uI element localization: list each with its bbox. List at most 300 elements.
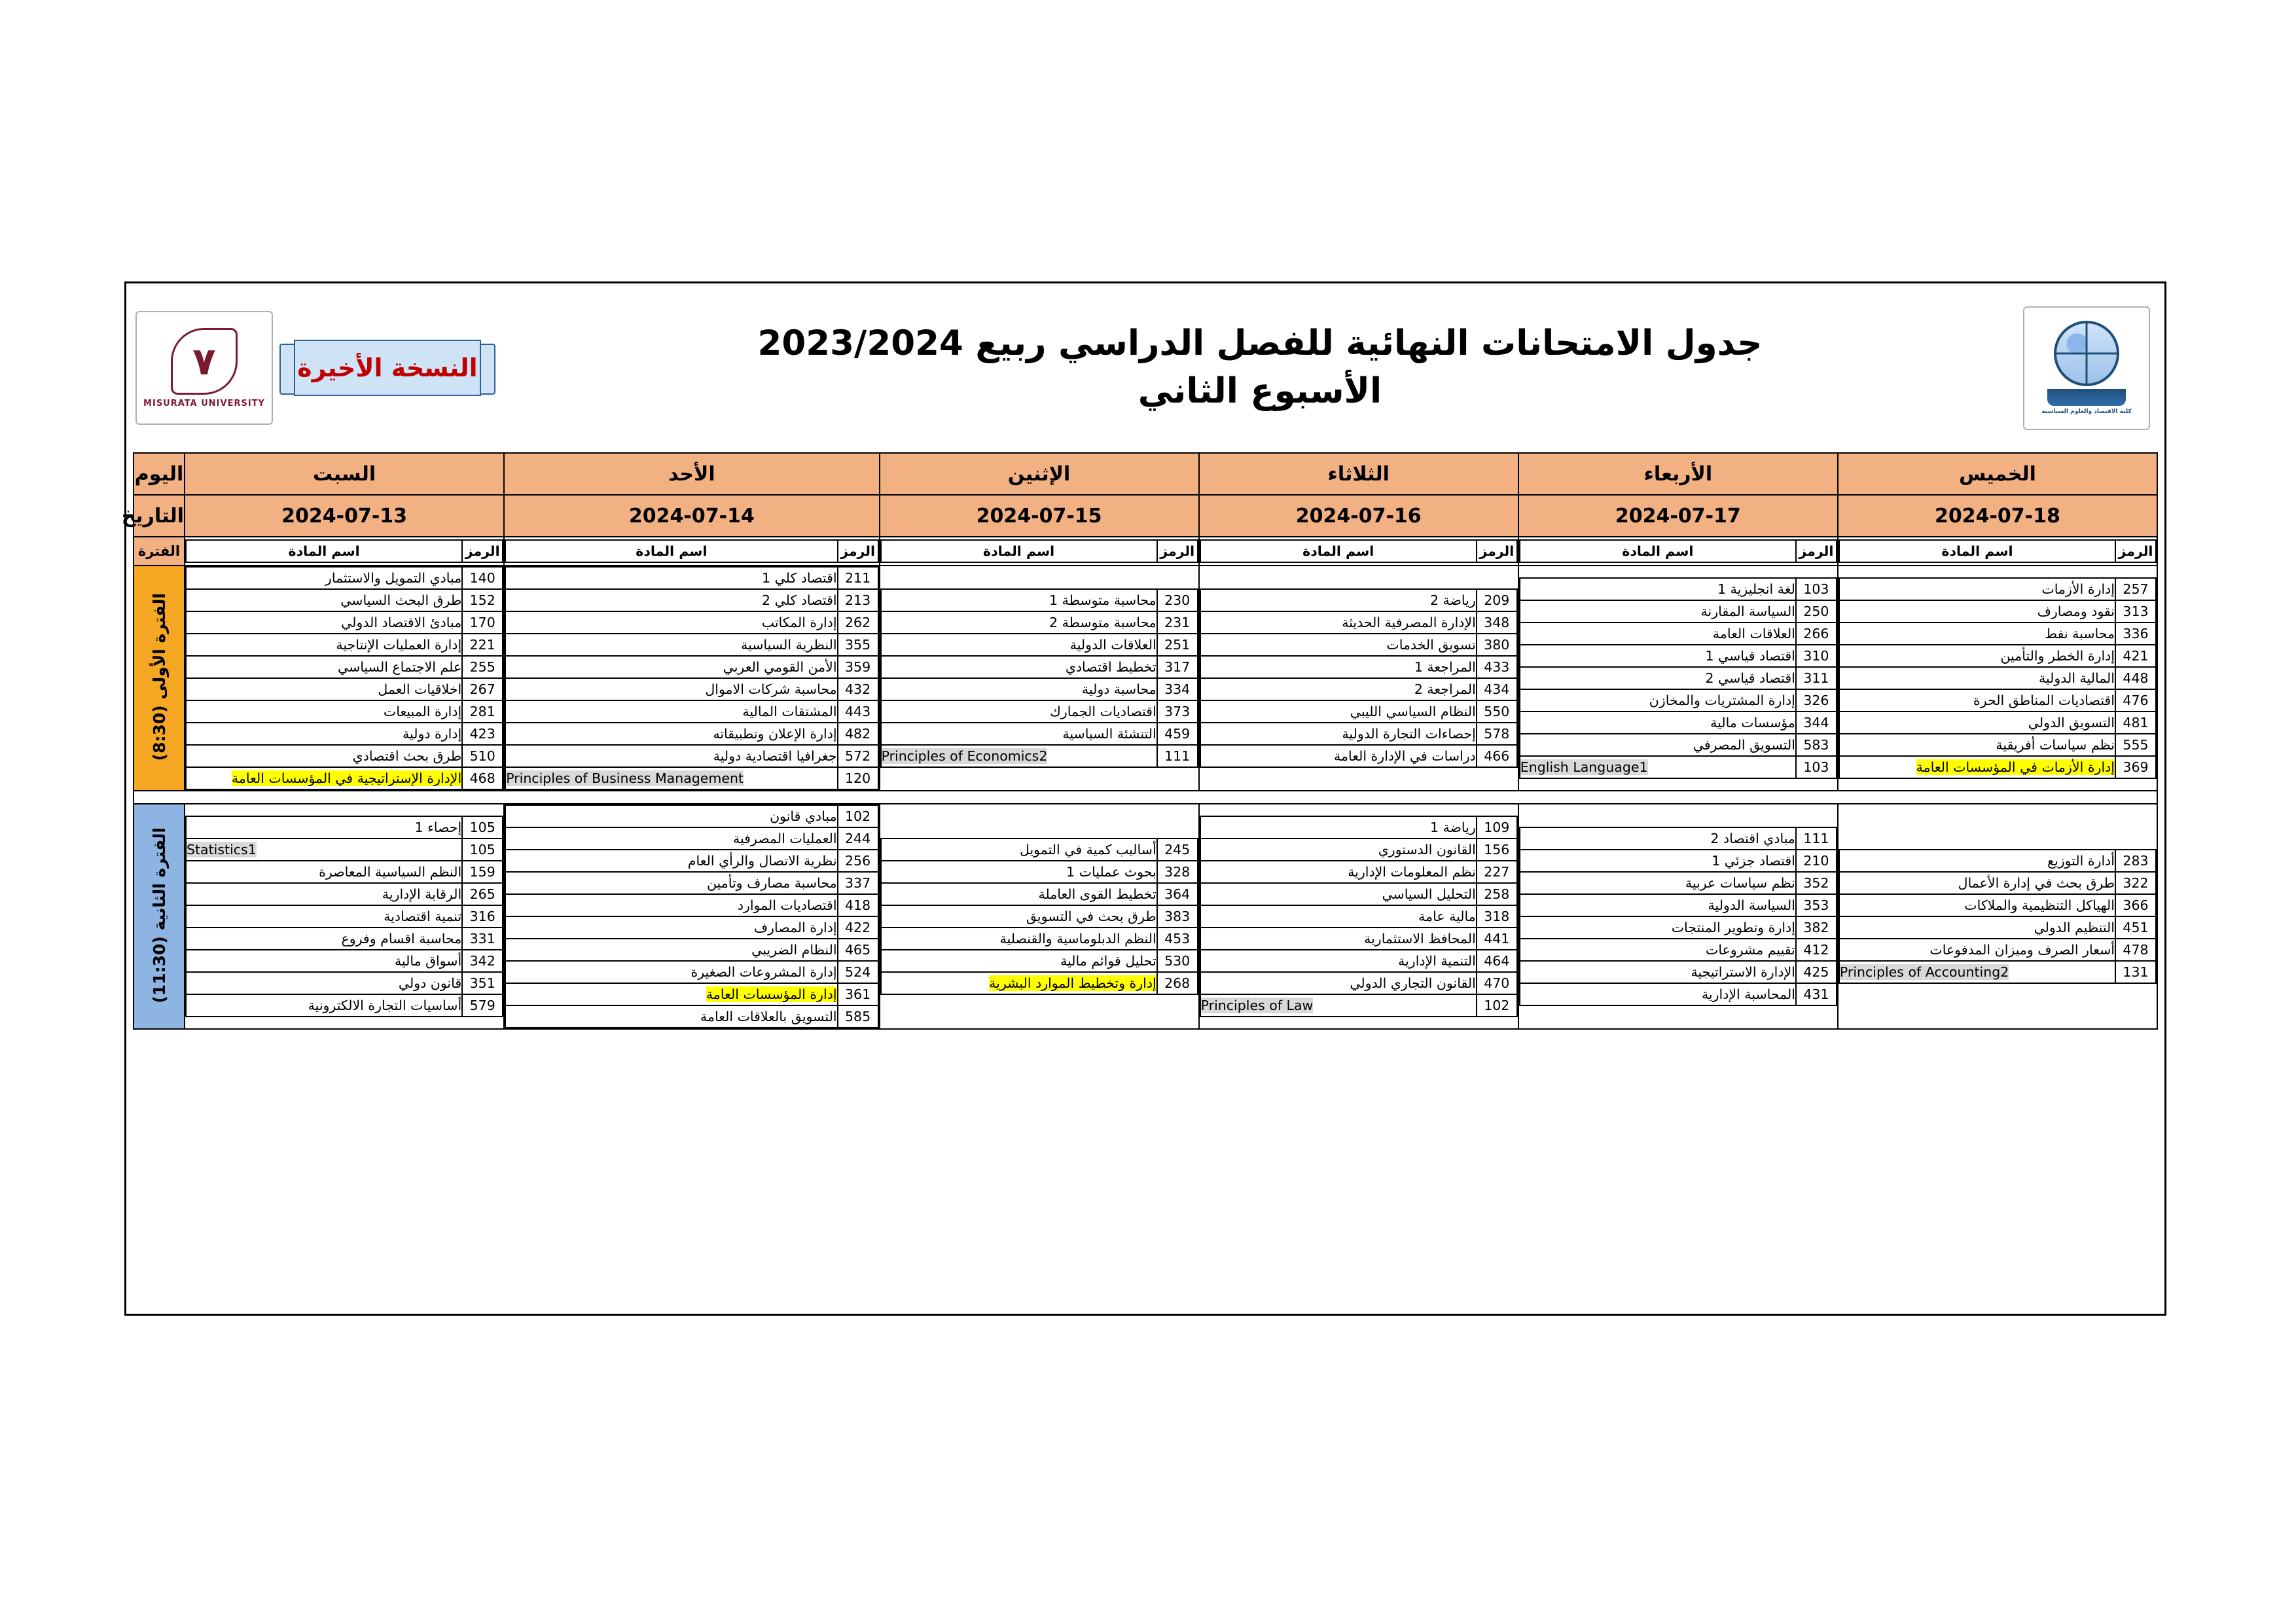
cell-period2-sunday: [504, 804, 879, 1029]
course-code: 470: [1477, 972, 1517, 994]
course-row: [881, 656, 1198, 678]
course-code: 448: [2115, 667, 2156, 689]
course-code: 159: [462, 861, 503, 883]
course-code: 170: [462, 611, 503, 634]
course-name: إدارة المصارف: [505, 916, 837, 939]
table-row-subheaders: [134, 537, 2157, 566]
code-header: الرمز: [2115, 540, 2156, 562]
course-code: 105: [462, 839, 503, 861]
course-list: [1839, 577, 2157, 779]
subheader-tuesday: [1199, 537, 1518, 566]
course-name: إدارة الأزمات في المؤسسات العامة: [1839, 756, 2115, 778]
course-name: محاسبة متوسطة 1: [881, 589, 1157, 611]
course-row: [1839, 756, 2156, 778]
course-name: نظرية الاتصال والرأي العام: [505, 850, 837, 872]
course-name: دراسات في الإدارة العامة: [1200, 745, 1477, 767]
course-code: 103: [1796, 578, 1837, 600]
course-row: [881, 839, 1198, 861]
course-row: [186, 611, 503, 634]
course-name: التسويق الدولي: [1839, 712, 2115, 734]
course-name: علم الاجتماع السياسي: [186, 656, 462, 678]
course-name: أدارة التوزيع: [1839, 850, 2115, 872]
banner-label: النسخة الأخيرة: [297, 353, 478, 382]
course-name: إحصاءات التجارة الدولية: [1200, 723, 1477, 745]
course-row: [1839, 850, 2156, 872]
course-row: [505, 983, 878, 1005]
name-header: اسم المادة: [1839, 540, 2115, 562]
course-code: 351: [462, 972, 503, 994]
course-row: [1520, 600, 1837, 623]
course-code: 361: [838, 983, 878, 1005]
course-row: [1520, 712, 1837, 734]
course-code: 334: [1157, 678, 1198, 700]
course-code: 281: [462, 700, 503, 723]
faculty-logo: [2023, 306, 2150, 430]
course-row: [186, 589, 503, 611]
course-code: 579: [462, 994, 503, 1017]
cell-period2-wednesday: [1518, 804, 1838, 1029]
book-icon: [2047, 389, 2126, 406]
course-row: [1520, 756, 1837, 778]
course-code: 250: [1796, 600, 1837, 623]
course-name: أسعار الصرف وميزان المدفوعات: [1839, 939, 2115, 961]
course-code: 555: [2115, 734, 2156, 756]
cell-period1-sunday: [504, 566, 879, 791]
course-name: العلاقات العامة: [1520, 623, 1796, 645]
course-code: 453: [1157, 928, 1198, 950]
course-row: [186, 816, 503, 839]
day-header-thursday: الخميس: [1838, 453, 2157, 495]
course-name: محاسبة شركات الاموال: [505, 678, 837, 700]
spacer-cell: [134, 791, 2157, 804]
course-name: أساسيات التجارة الالكترونية: [186, 994, 462, 1017]
course-row: [505, 805, 878, 827]
course-name: المحاسبة الإدارية: [1520, 983, 1796, 1005]
course-code: 369: [2115, 756, 2156, 778]
course-name: Principles of Accounting2: [1839, 961, 2115, 983]
course-name: إدارة وتخطيط الموارد البشرية: [881, 972, 1157, 994]
course-name: نظم سياسات أفريقية: [1839, 734, 2115, 756]
course-name: النظام السياسي الليبي: [1200, 700, 1477, 723]
course-name: اخلاقيات العمل: [186, 678, 462, 700]
date-monday: 2024-07-15: [880, 495, 1199, 537]
course-name: تنمية اقتصادية: [186, 905, 462, 928]
course-row: [1839, 623, 2156, 645]
university-mark-icon: ٧: [171, 328, 238, 395]
day-header-monday: الإثنين: [880, 453, 1199, 495]
course-name: مالية عامة: [1200, 905, 1477, 928]
course-name: القانون التجاري الدولي: [1200, 972, 1477, 994]
course-name: اقتصاد قياسي 1: [1520, 645, 1796, 667]
course-row: [186, 883, 503, 905]
course-code: 344: [1796, 712, 1837, 734]
course-name: تسويق الخدمات: [1200, 634, 1477, 656]
course-code: 258: [1477, 883, 1517, 905]
course-code: 262: [838, 611, 878, 634]
course-name: إدارة العمليات الإنتاجية: [186, 634, 462, 656]
course-row: [505, 700, 878, 723]
table-row-dates: [134, 495, 2157, 537]
course-code: 231: [1157, 611, 1198, 634]
schedule-table: [121, 452, 2158, 1030]
course-code: 326: [1796, 689, 1837, 712]
course-row: [186, 700, 503, 723]
course-row: [505, 589, 878, 611]
date-saturday: 2024-07-13: [185, 495, 504, 537]
course-name: قانون دولي: [186, 972, 462, 994]
course-code: 585: [838, 1005, 878, 1028]
cell-period1-saturday: [185, 566, 504, 791]
course-row: [881, 905, 1198, 928]
course-row: [1200, 589, 1517, 611]
course-name: نقود ومصارف: [1839, 600, 2115, 623]
cell-period2-monday: [880, 804, 1199, 1029]
course-row: [186, 678, 503, 700]
course-name: التحليل السياسي: [1200, 883, 1477, 905]
code-header: الرمز: [462, 540, 503, 562]
course-code: 152: [462, 589, 503, 611]
course-name: رياضة 1: [1200, 816, 1477, 839]
course-code: 421: [2115, 645, 2156, 667]
course-name: اقتصاديات الموارد: [505, 894, 837, 916]
course-row: [186, 839, 503, 861]
course-row: [1839, 872, 2156, 894]
course-list: [505, 566, 878, 790]
course-list: [880, 588, 1198, 768]
course-name: مبادي اقتصاد 2: [1520, 827, 1796, 850]
course-name: النظرية السياسية: [505, 634, 837, 656]
course-code: 478: [2115, 939, 2156, 961]
course-list: [505, 804, 878, 1028]
course-list: [1200, 588, 1518, 768]
course-name: المشتقات المالية: [505, 700, 837, 723]
cell-period1-thursday: [1838, 566, 2157, 791]
course-code: 434: [1477, 678, 1517, 700]
course-row: [1520, 961, 1837, 983]
course-row: [186, 994, 503, 1017]
course-name: أسواق مالية: [186, 950, 462, 972]
course-row: [1520, 689, 1837, 712]
course-row: [186, 928, 503, 950]
corner-period-label: الفترة: [134, 537, 185, 566]
course-name: Principles of Law: [1200, 994, 1477, 1017]
course-code: 418: [838, 894, 878, 916]
course-row: [1200, 883, 1517, 905]
course-name: النظام الضريبي: [505, 939, 837, 961]
course-name: طرق بحث اقتصادي: [186, 745, 462, 767]
table-row-days: [134, 453, 2157, 495]
course-code: 318: [1477, 905, 1517, 928]
subheader-wednesday: [1518, 537, 1838, 566]
course-name: إدارة المشروعات الصغيرة: [505, 961, 837, 983]
course-row: [1200, 700, 1517, 723]
course-code: 140: [462, 567, 503, 589]
course-name: النظم الدبلوماسية والقنصلية: [881, 928, 1157, 950]
date-tuesday: 2024-07-16: [1199, 495, 1518, 537]
course-code: 355: [838, 634, 878, 656]
course-name: النظم السياسية المعاصرة: [186, 861, 462, 883]
course-name: إدارة الخطر والتأمين: [1839, 645, 2115, 667]
course-row: [505, 894, 878, 916]
course-row: [1839, 600, 2156, 623]
course-code: 257: [2115, 578, 2156, 600]
course-name: جغرافيا اقتصادية دولية: [505, 745, 837, 767]
title-block: [502, 322, 2018, 414]
course-row: [1200, 905, 1517, 928]
course-code: 550: [1477, 700, 1517, 723]
course-name: إدارة المؤسسات العامة: [505, 983, 837, 1005]
course-name: محاسبة متوسطة 2: [881, 611, 1157, 634]
course-name: السياسة المقارنة: [1520, 600, 1796, 623]
course-code: 156: [1477, 839, 1517, 861]
course-code: 412: [1796, 939, 1837, 961]
course-row: [1520, 645, 1837, 667]
course-row: [1200, 678, 1517, 700]
course-row: [1839, 712, 2156, 734]
course-row: [881, 678, 1198, 700]
course-name: نظم المعلومات الإدارية: [1200, 861, 1477, 883]
course-code: 255: [462, 656, 503, 678]
course-name: اقتصاديات المناطق الحرة: [1839, 689, 2115, 712]
course-row: [1520, 894, 1837, 916]
course-name: المراجعة 1: [1200, 656, 1477, 678]
course-name: محاسبة مصارف وتأمين: [505, 872, 837, 894]
course-name: السياسة الدولية: [1520, 894, 1796, 916]
course-code: 464: [1477, 950, 1517, 972]
course-name: المحافظ الاستثمارية: [1200, 928, 1477, 950]
faculty-logo-container: [2018, 306, 2155, 430]
course-name: لغة انجليزية 1: [1520, 578, 1796, 600]
course-row: [1200, 723, 1517, 745]
course-row: [186, 723, 503, 745]
course-code: 109: [1477, 816, 1517, 839]
course-row: [1200, 972, 1517, 994]
course-name: الإدارة الإستراتيجية في المؤسسات العامة: [186, 767, 462, 789]
course-code: 103: [1796, 756, 1837, 778]
page-title: جدول الامتحانات النهائية للفصل الدراسي ربيع 2023/2024: [757, 323, 1763, 364]
faculty-logo-caption: كلية الاقتصاد والعلوم السياسية: [2041, 408, 2132, 415]
day-header-saturday: السبت: [185, 453, 504, 495]
course-row: [505, 827, 878, 850]
course-name: طرق بحث في إدارة الأعمال: [1839, 872, 2115, 894]
course-code: 317: [1157, 656, 1198, 678]
course-name: التسويق بالعلاقات العامة: [505, 1005, 837, 1028]
course-list: [1519, 577, 1837, 779]
status-badge: [279, 340, 495, 396]
course-name: تقييم مشروعات: [1520, 939, 1796, 961]
course-row: [1839, 894, 2156, 916]
course-name: التسويق المصرفي: [1520, 734, 1796, 756]
course-code: 331: [462, 928, 503, 950]
corner-day-label: اليوم: [134, 453, 185, 495]
course-name: اقتصاد قياسي 2: [1520, 667, 1796, 689]
course-row: [505, 634, 878, 656]
course-code: 441: [1477, 928, 1517, 950]
course-name: طرق بحث في التسويق: [881, 905, 1157, 928]
day-header-tuesday: الثلاثاء: [1199, 453, 1518, 495]
code-header: الرمز: [1796, 540, 1837, 562]
course-code: 431: [1796, 983, 1837, 1005]
course-row: [186, 950, 503, 972]
course-row: [881, 883, 1198, 905]
course-row: [505, 611, 878, 634]
course-code: 213: [838, 589, 878, 611]
course-row: [1200, 839, 1517, 861]
course-row: [1520, 827, 1837, 850]
date-sunday: 2024-07-14: [504, 495, 879, 537]
course-row: [881, 745, 1198, 767]
course-code: 530: [1157, 950, 1198, 972]
subheader-saturday: [185, 537, 504, 566]
course-row: [505, 567, 878, 589]
course-code: 251: [1157, 634, 1198, 656]
course-name: إدارة الإعلان وتطبيقاته: [505, 723, 837, 745]
course-row: [881, 928, 1198, 950]
course-list: [1519, 827, 1837, 1006]
course-name: اقتصاد كلي 2: [505, 589, 837, 611]
course-name: العلاقات الدولية: [881, 634, 1157, 656]
course-code: 256: [838, 850, 878, 872]
course-code: 366: [2115, 894, 2156, 916]
course-name: إدارة الأزمات: [1839, 578, 2115, 600]
course-code: 111: [1796, 827, 1837, 850]
course-row: [881, 700, 1198, 723]
course-row: [1520, 578, 1837, 600]
course-row: [881, 972, 1198, 994]
course-list: [185, 566, 503, 790]
course-code: 433: [1477, 656, 1517, 678]
course-row: [881, 611, 1198, 634]
course-name: إدارة وتطوير المنتجات: [1520, 916, 1796, 939]
university-logo-caption: MISURATA UNIVERSITY: [143, 398, 265, 408]
course-row: [881, 589, 1198, 611]
course-code: 468: [462, 767, 503, 789]
globe-icon: [2054, 321, 2119, 386]
course-code: 266: [1796, 623, 1837, 645]
period-label-first-text: الفترة الأولى (8:30): [149, 592, 169, 761]
course-name: مبادي التمويل والاستثمار: [186, 567, 462, 589]
banner-body: [294, 340, 481, 396]
course-code: 583: [1796, 734, 1837, 756]
university-logo-container: [135, 311, 273, 425]
course-row: [505, 678, 878, 700]
course-row: [1839, 916, 2156, 939]
course-code: 311: [1796, 667, 1837, 689]
course-name: التنشئة السياسية: [881, 723, 1157, 745]
course-name: إدارة المبيعات: [186, 700, 462, 723]
course-code: 102: [1477, 994, 1517, 1017]
course-code: 230: [1157, 589, 1198, 611]
course-code: 432: [838, 678, 878, 700]
course-name: محاسبة دولية: [881, 678, 1157, 700]
course-name: مؤسسات مالية: [1520, 712, 1796, 734]
course-row: [505, 916, 878, 939]
course-code: 120: [838, 767, 878, 789]
course-code: 111: [1157, 745, 1198, 767]
course-row: [1520, 623, 1837, 645]
course-code: 227: [1477, 861, 1517, 883]
course-list: [880, 838, 1198, 995]
course-row: [186, 634, 503, 656]
course-name: الإدارة المصرفية الحديثة: [1200, 611, 1477, 634]
course-row: [881, 861, 1198, 883]
subheader-thursday: [1838, 537, 2157, 566]
code-header: الرمز: [1477, 540, 1517, 562]
course-name: مبادي قانون: [505, 805, 837, 827]
course-name: الهياكل التنظيمية والملاكات: [1839, 894, 2115, 916]
course-name: طرق البحث السياسي: [186, 589, 462, 611]
course-code: 451: [2115, 916, 2156, 939]
course-code: 422: [838, 916, 878, 939]
subheader-sunday: [504, 537, 879, 566]
course-row: [1200, 928, 1517, 950]
date-thursday: 2024-07-18: [1838, 495, 2157, 537]
cell-period1-wednesday: [1518, 566, 1838, 791]
course-code: 316: [462, 905, 503, 928]
course-code: 443: [838, 700, 878, 723]
course-name: أساليب كمية في التمويل: [881, 839, 1157, 861]
name-header: اسم المادة: [186, 540, 462, 562]
course-code: 336: [2115, 623, 2156, 645]
course-code: 481: [2115, 712, 2156, 734]
course-row: [1520, 916, 1837, 939]
table-row-period2: [134, 804, 2157, 1029]
course-row: [1520, 667, 1837, 689]
course-code: 476: [2115, 689, 2156, 712]
course-name: العمليات المصرفية: [505, 827, 837, 850]
page-subtitle: الأسبوع الثاني: [1138, 371, 1382, 411]
course-row: [1200, 611, 1517, 634]
name-header: اسم المادة: [505, 540, 837, 562]
course-name: تخطيط اقتصادي: [881, 656, 1157, 678]
course-code: 382: [1796, 916, 1837, 939]
course-code: 283: [2115, 850, 2156, 872]
period-label-first: [134, 566, 185, 791]
course-name: إدارة دولية: [186, 723, 462, 745]
course-name: الأمن القومي العربي: [505, 656, 837, 678]
course-row: [505, 745, 878, 767]
course-code: 210: [1796, 850, 1837, 872]
course-code: 322: [2115, 872, 2156, 894]
day-header-sunday: الأحد: [504, 453, 879, 495]
course-name: اقتصاد كلي 1: [505, 567, 837, 589]
course-name: تحليل قوائم مالية: [881, 950, 1157, 972]
course-name: تخطيط القوى العاملة: [881, 883, 1157, 905]
day-header-wednesday: الأربعاء: [1518, 453, 1838, 495]
course-row: [505, 767, 878, 789]
course-name: محاسبة نفط: [1839, 623, 2115, 645]
course-name: بحوث عمليات 1: [881, 861, 1157, 883]
course-name: الرقابة الإدارية: [186, 883, 462, 905]
course-code: 265: [462, 883, 503, 905]
corner-date-label: التاريخ: [134, 495, 185, 537]
course-code: 211: [838, 567, 878, 589]
course-code: 102: [838, 805, 878, 827]
course-row: [1200, 816, 1517, 839]
course-name: Principles of Economics2: [881, 745, 1157, 767]
course-row: [1839, 689, 2156, 712]
cell-period1-monday: [880, 566, 1199, 791]
course-name: التنمية الإدارية: [1200, 950, 1477, 972]
course-row: [1839, 939, 2156, 961]
course-code: 337: [838, 872, 878, 894]
course-code: 425: [1796, 961, 1837, 983]
period-label-second: [134, 804, 185, 1029]
course-row: [1839, 578, 2156, 600]
course-code: 383: [1157, 905, 1198, 928]
course-name: التنظيم الدولي: [1839, 916, 2115, 939]
course-row: [186, 656, 503, 678]
